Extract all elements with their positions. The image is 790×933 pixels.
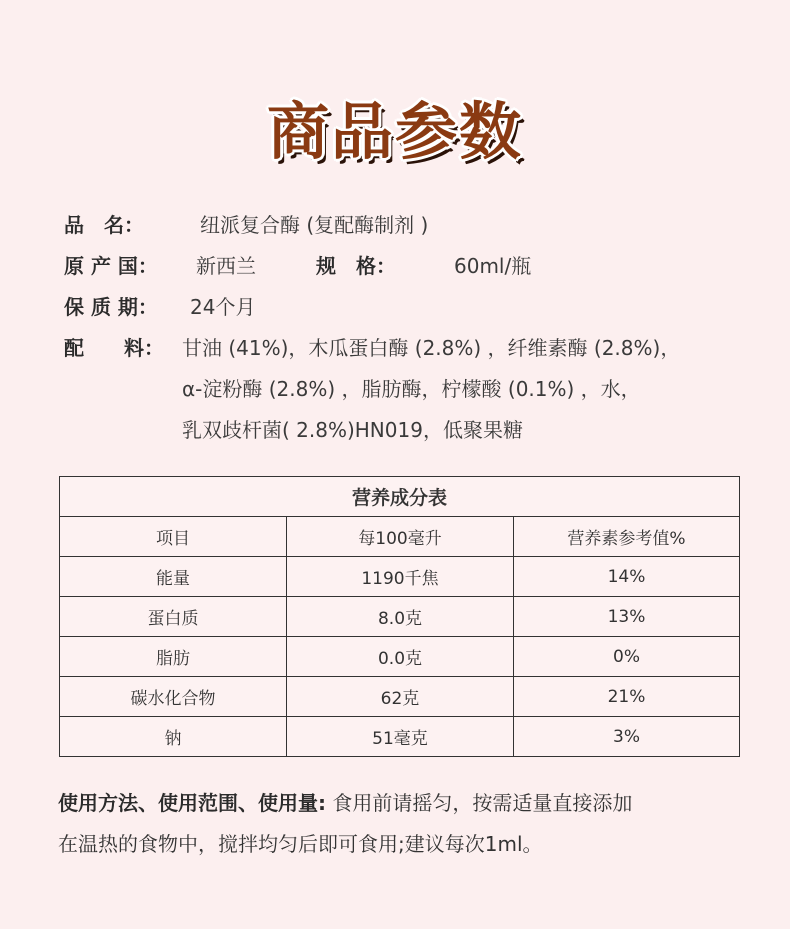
info-row-ingredients-2 [64,369,744,410]
ingredients-line-2: α-淀粉酶 (2.8%) ，脂肪酶，柠檬酸 (0.1%) ，水， [182,377,641,401]
cell-nrv: 21% [514,677,740,717]
table-row [60,717,740,757]
usage-text-2: 在温热的食物中，搅拌均匀后即可食用;建议每次1ml。 [58,832,543,856]
cell-item: 钠 [60,717,287,757]
info-row-origin [64,246,744,287]
origin-value: 新西兰 [196,254,256,278]
info-row-shelf [64,287,744,328]
table-row [60,637,740,677]
header-item: 项目 [60,517,287,557]
product-info [64,205,744,451]
nutrition-table [59,476,740,757]
usage-label: 使用方法、使用范围、使用量: [58,791,326,815]
header-per100ml: 每100毫升 [287,517,514,557]
shelf-label: 保 质 期： [64,295,158,319]
cell-item: 脂肪 [60,637,287,677]
shelf-value: 24个月 [190,295,256,319]
header-nrv: 营养素参考值% [514,517,740,557]
cell-nrv: 0% [514,637,740,677]
cell-item: 能量 [60,557,287,597]
cell-amount: 51毫克 [287,717,514,757]
name-label: 品 名： [64,213,144,237]
ingredients-label: 配 料： [64,336,164,360]
spec-label: 规 格： [316,254,396,278]
table-row [60,597,740,637]
ingredients-line-3: 乳双歧杆菌( 2.8%)HN019，低聚果糖 [182,418,523,442]
usage-text-1: 食用前请摇匀，按需适量直接添加 [326,791,633,815]
cell-nrv: 3% [514,717,740,757]
table-row [60,677,740,717]
usage-instructions [58,783,748,865]
cell-nrv: 13% [514,597,740,637]
cell-amount: 8.0克 [287,597,514,637]
cell-amount: 0.0克 [287,637,514,677]
table-row [60,557,740,597]
nutrition-caption: 营养成分表 [60,477,740,517]
info-row-ingredients [64,328,744,369]
page-title: 商品参数 [266,95,523,168]
name-value: 纽派复合酶 (复配酶制剂 ) [200,213,429,237]
cell-item: 碳水化合物 [60,677,287,717]
table-header-row [60,517,740,557]
cell-amount: 62克 [287,677,514,717]
bottom-divider [0,929,790,933]
origin-label: 原 产 国： [64,254,158,278]
info-row-ingredients-3 [64,410,744,451]
cell-amount: 1190千焦 [287,557,514,597]
info-row-name [64,205,744,246]
cell-nrv: 14% [514,557,740,597]
cell-item: 蛋白质 [60,597,287,637]
ingredients-line-1: 甘油 (41%)，木瓜蛋白酶 (2.8%) ，纤维素酶 (2.8%)， [182,336,681,360]
spec-value: 60ml/瓶 [454,254,532,278]
